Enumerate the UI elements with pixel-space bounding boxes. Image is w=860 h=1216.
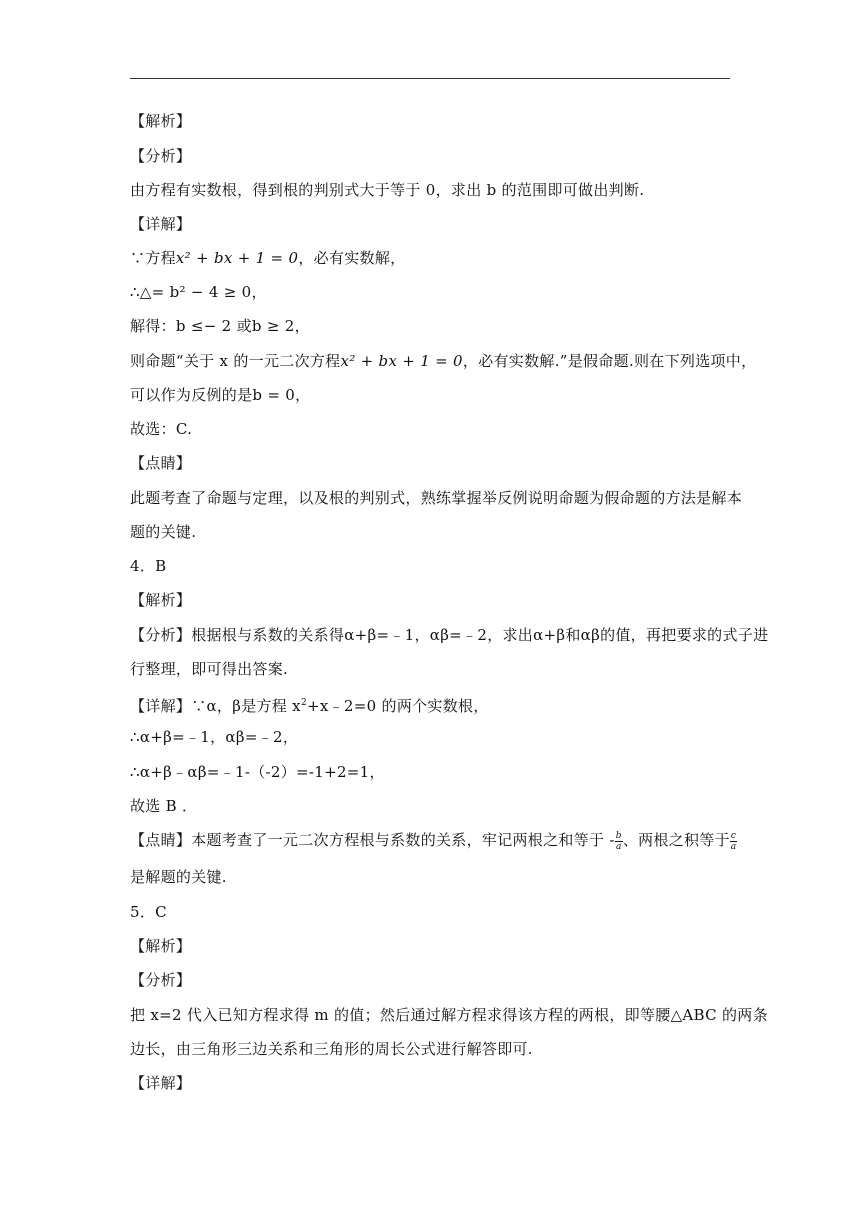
- detail-line-1: [130, 248, 730, 268]
- q4-analysis-line-1: 【分析】根据根与系数的关系得α+β=﹣1，αβ=﹣2，求出α+β和αβ的值，再把要求的式子进: [130, 626, 769, 644]
- question-5-title: 5．C: [130, 903, 167, 921]
- q4-heading-jiexi: 【解析】: [130, 591, 192, 609]
- exponent: 2: [300, 698, 307, 708]
- section-heading-xiangjie: 【详解】: [130, 215, 192, 233]
- q4-comment-pre: 【点睛】本题考查了一元二次方程根与系数的关系，牢记两根之和等于 -: [130, 831, 615, 849]
- analysis-text: 由方程有实数根，得到根的判别式大于等于 0，求出 b 的范围即可做出判断.: [130, 181, 645, 199]
- detail-line-1-pre: ∵方程: [130, 249, 176, 267]
- question-4-title: 4．B: [130, 557, 167, 575]
- q4-analysis-line-2: 行整理，即可得出答案.: [130, 660, 289, 678]
- q5-heading-xiangjie: 【详解】: [130, 1074, 192, 1092]
- q5-analysis-line-1: 把 x=2 代入已知方程求得 m 的值；然后通过解方程求得该方程的两根，即等腰△ABC 的两条: [130, 1006, 768, 1024]
- comment-line-2: 题的关键.: [130, 523, 197, 541]
- fraction-c-over-a: [730, 831, 737, 852]
- q4-detail-line-2: ∴α+β=﹣1，αβ=﹣2，: [130, 728, 299, 746]
- detail-line-4-b: ，必有实数解.”是假命题.则在下列选项中，: [462, 352, 757, 370]
- header-rule: [130, 78, 730, 79]
- comment-line-1: 此题考查了命题与定理，以及根的判别式，熟练掌握举反例说明命题为假命题的方法是解本: [130, 489, 743, 507]
- detail-line-5: 可以作为反例的是b = 0，: [130, 386, 311, 404]
- q4-comment-line-1: [130, 830, 737, 852]
- section-heading-jiexi: 【解析】: [130, 112, 192, 130]
- q4-comment-mid: 、两根之积等于: [622, 831, 730, 849]
- detail-line-2: ∴△= b² − 4 ≥ 0，: [130, 283, 267, 301]
- equation: x² + bx + 1 = 0: [175, 249, 299, 267]
- q4-detail-line-1-post: +x﹣2=0 的两个实数根，: [306, 697, 489, 715]
- fraction-numerator: c: [730, 830, 737, 841]
- detail-line-4: [130, 351, 757, 371]
- q4-detail-line-4: 故选 B ．: [130, 797, 198, 815]
- q4-detail-line-1: [130, 693, 730, 716]
- detail-line-1-post: ，必有实数解，: [298, 249, 406, 267]
- q4-detail-line-3: ∴α+β﹣αβ=﹣1-（-2）=-1+2=1，: [130, 763, 385, 781]
- q4-detail-line-1-pre: 【详解】∵α，β是方程 x: [130, 697, 301, 715]
- section-heading-dianjing: 【点睛】: [130, 454, 192, 472]
- detail-line-3: 解得：b ≤− 2 或b ≥ 2，: [130, 317, 310, 335]
- fraction-numerator: b: [615, 830, 622, 841]
- q5-analysis-line-2: 边长，由三角形三边关系和三角形的周长公式进行解答即可.: [130, 1040, 533, 1058]
- fraction-b-over-a: [615, 831, 623, 852]
- equation: x² + bx + 1 = 0: [340, 352, 463, 370]
- detail-line-6: 故选：C.: [130, 420, 193, 438]
- q5-heading-fenxi: 【分析】: [130, 971, 192, 989]
- q5-heading-jiexi: 【解析】: [130, 937, 192, 955]
- section-heading-fenxi: 【分析】: [130, 147, 192, 165]
- fraction-denominator: a: [730, 841, 737, 852]
- q4-comment-line-2: 是解题的关键.: [130, 868, 227, 886]
- fraction-denominator: a: [615, 841, 622, 852]
- detail-line-4-a: 则命题“关于 x 的一元二次方程: [130, 352, 341, 370]
